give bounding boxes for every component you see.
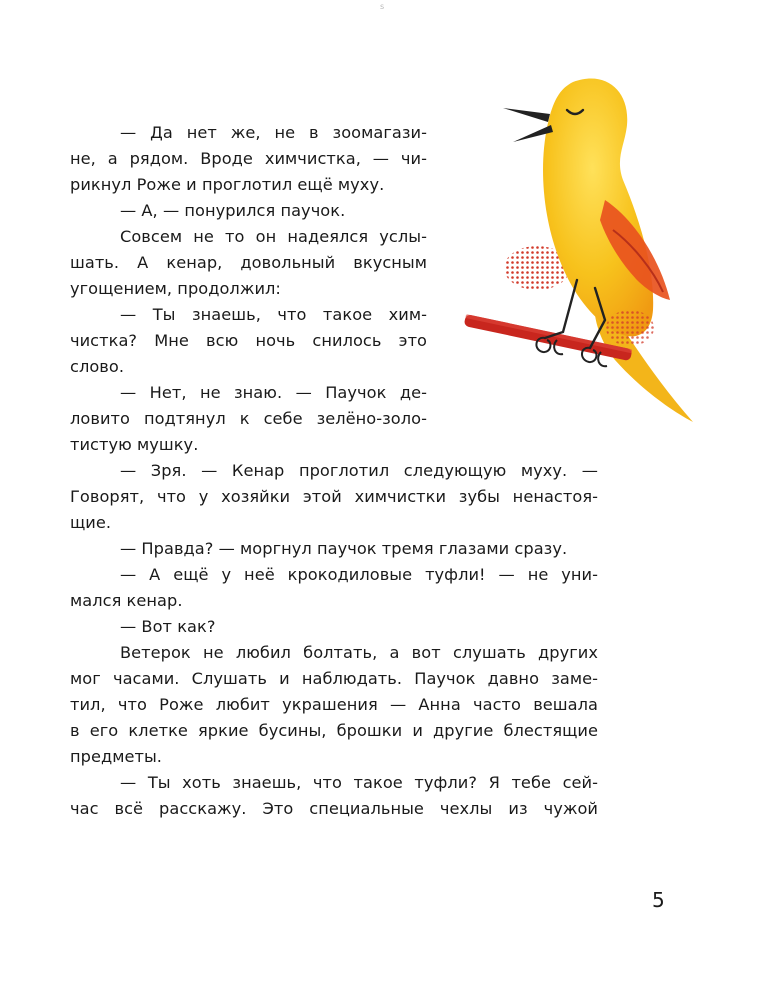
text-line: шать. А кенар, довольный вкусным <box>70 253 427 272</box>
text-line: тил, что Роже любит украшения — Анна часто вешала <box>70 695 598 714</box>
text-line: чистка? Мне всю ночь снилось это <box>70 331 427 350</box>
dotted-texture <box>606 310 654 346</box>
text-line: в его клетке яркие бусины, брошки и другие блестящие <box>70 721 598 740</box>
text-line: — Ты знаешь, что такое хим- <box>120 305 427 324</box>
text-line: — Вот как? <box>120 617 216 636</box>
text-line: — Да нет же, не в зоомагази- <box>120 123 427 142</box>
beak <box>503 108 550 122</box>
text-line: — А, — понурился паучок. <box>120 201 346 220</box>
leg <box>545 280 577 338</box>
text-line: — Ты хоть знаешь, что такое туфли? Я тебе сей- <box>120 773 598 792</box>
text-line: Совсем не то он надеялся услы- <box>120 227 427 246</box>
text-line: рикнул Роже и проглотил ещё муху. <box>70 175 385 194</box>
canary-illustration <box>455 70 705 430</box>
text-line: мался кенар. <box>70 591 183 610</box>
text-line: угощением, продолжил: <box>70 279 281 298</box>
text-line: щие. <box>70 513 112 532</box>
text-line: тистую мушку. <box>70 435 199 454</box>
page-number: 5 <box>652 888 665 912</box>
text-line: — А ещё у неё крокодиловые туфли! — не уни- <box>120 565 598 584</box>
text-line: ловито подтянул к себе зелёно-золо- <box>70 409 427 428</box>
text-line: мог часами. Слушать и наблюдать. Паучок давно заме- <box>70 669 598 688</box>
text-line: Говорят, что у хозяйки этой химчистки зубы ненастоя- <box>70 487 598 506</box>
text-line: — Зря. — Кенар проглотил следующую муху. — <box>120 461 598 480</box>
text-line: — Правда? — моргнул паучок тремя глазами сразу. <box>120 539 568 558</box>
text-line: час всё расскажу. Это специальные чехлы из чужой <box>70 799 598 818</box>
text-line: — Нет, не знаю. — Паучок де- <box>120 383 427 402</box>
text-line: Ветерок не любил болтать, а вот слушать других <box>120 643 598 662</box>
page-top-mark: s <box>380 2 385 11</box>
text-line: предметы. <box>70 747 162 766</box>
text-line: не, а рядом. Вроде химчистка, — чи- <box>70 149 427 168</box>
text-line: слово. <box>70 357 125 376</box>
